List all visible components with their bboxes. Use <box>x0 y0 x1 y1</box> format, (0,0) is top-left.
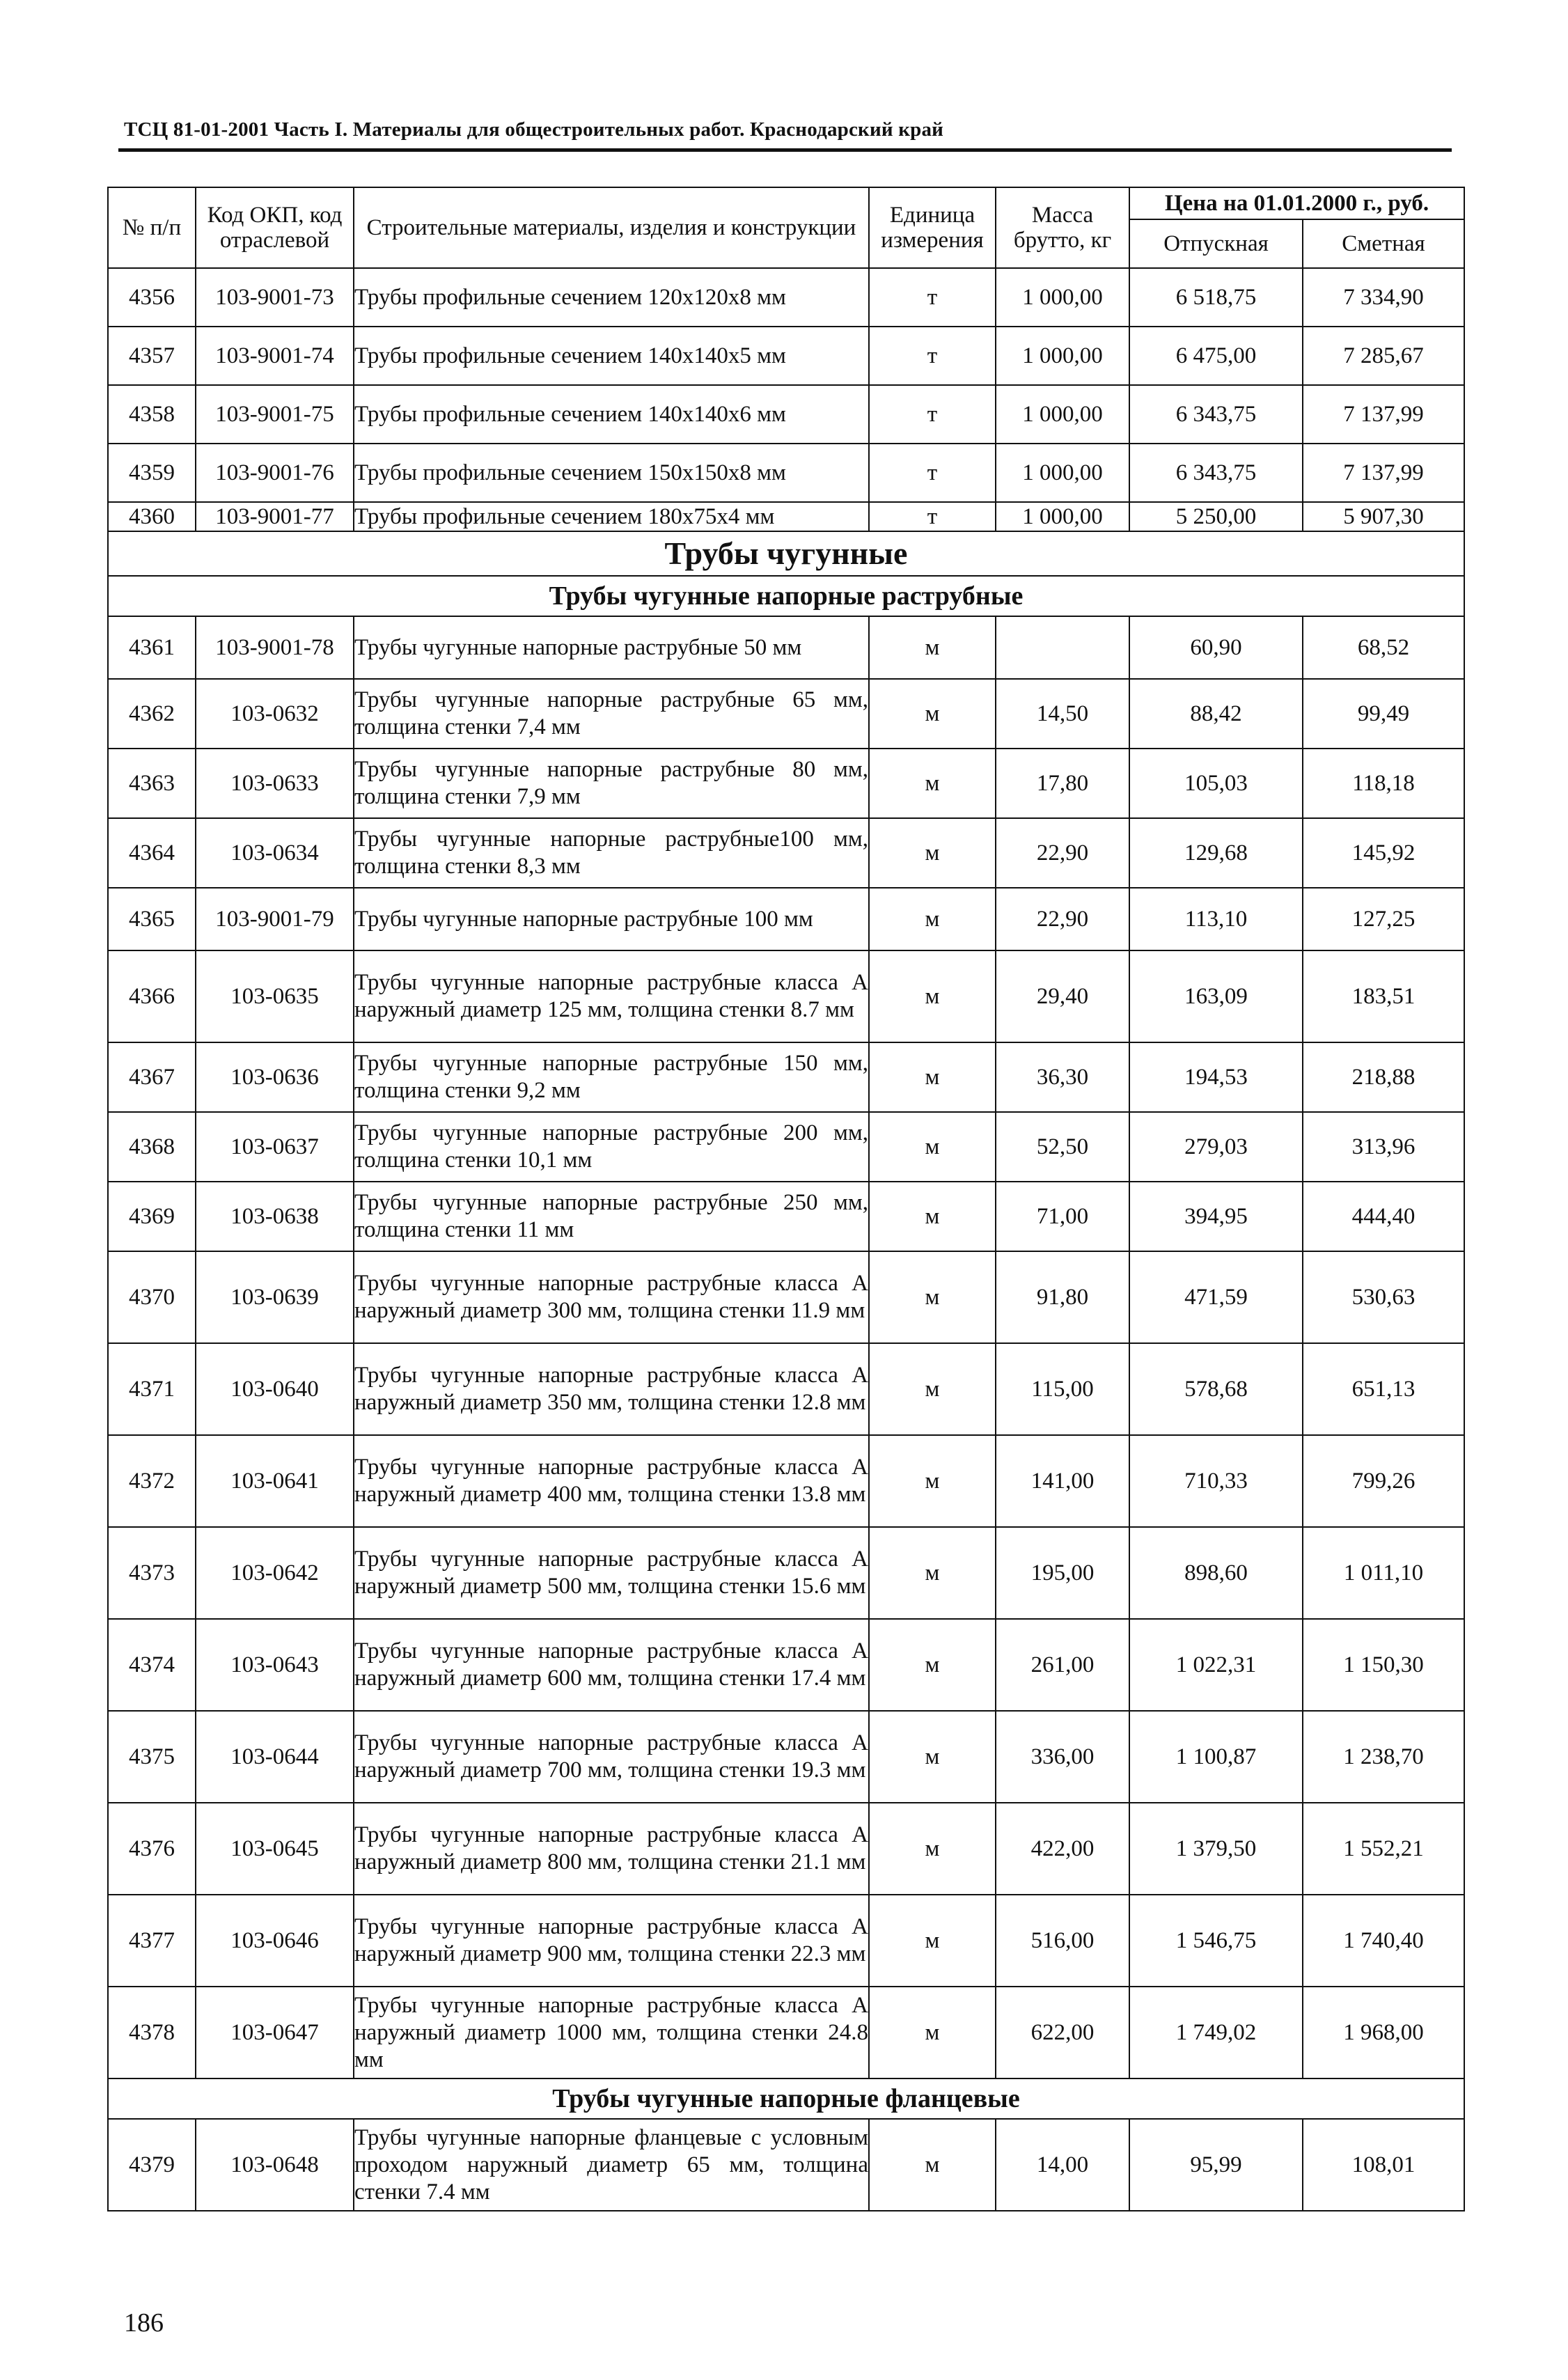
cell-mass: 91,80 <box>996 1251 1129 1343</box>
cell-num: 4379 <box>108 2119 196 2211</box>
cell-price-release: 898,60 <box>1129 1527 1303 1619</box>
cell-price-estimate: 7 137,99 <box>1303 385 1464 444</box>
page-header: ТСЦ 81-01-2001 Часть I. Материалы для общестроительных работ. Краснодарский край <box>124 118 944 141</box>
cell-price-release: 194,53 <box>1129 1042 1303 1112</box>
cell-unit: м <box>869 1711 996 1803</box>
cell-unit: м <box>869 1182 996 1251</box>
cell-code: 103-0639 <box>196 1251 354 1343</box>
cell-price-estimate: 1 150,30 <box>1303 1619 1464 1711</box>
cell-code: 103-9001-77 <box>196 502 354 531</box>
cell-code: 103-0634 <box>196 818 354 888</box>
table-row <box>108 818 1464 888</box>
cell-name: Трубы чугунные напорные раструбные 80 мм, толщина стенки 7,9 мм <box>354 749 869 818</box>
cell-code: 103-9001-76 <box>196 444 354 502</box>
cell-num: 4366 <box>108 950 196 1042</box>
cell-name: Трубы чугунные напорные раструбные класса А наружный диаметр 1000 мм, толщина стенки 24.8 мм <box>354 1987 869 2078</box>
cell-name: Трубы чугунные напорные раструбные 250 мм, толщина стенки 11 мм <box>354 1182 869 1251</box>
table-row <box>108 385 1464 444</box>
cell-price-release: 5 250,00 <box>1129 502 1303 531</box>
cell-price-estimate: 444,40 <box>1303 1182 1464 1251</box>
cell-mass: 1 000,00 <box>996 502 1129 531</box>
cell-num: 4360 <box>108 502 196 531</box>
cell-mass: 1 000,00 <box>996 444 1129 502</box>
table-row <box>108 1182 1464 1251</box>
cell-unit: м <box>869 749 996 818</box>
cell-mass: 195,00 <box>996 1527 1129 1619</box>
cell-unit: т <box>869 444 996 502</box>
cell-price-estimate: 99,49 <box>1303 679 1464 749</box>
cell-name: Трубы чугунные напорные раструбные класса А наружный диаметр 700 мм, толщина стенки 19.3 мм <box>354 1711 869 1803</box>
cell-price-estimate: 1 968,00 <box>1303 1987 1464 2078</box>
cell-unit: т <box>869 502 996 531</box>
cell-num: 4361 <box>108 616 196 679</box>
cell-price-estimate: 1 740,40 <box>1303 1895 1464 1987</box>
cell-unit: м <box>869 1803 996 1895</box>
table-row <box>108 327 1464 385</box>
cell-price-release: 6 343,75 <box>1129 385 1303 444</box>
cell-num: 4365 <box>108 888 196 950</box>
table-row <box>108 950 1464 1042</box>
cell-name: Трубы чугунные напорные раструбные класса А наружный диаметр 800 мм, толщина стенки 21.1 мм <box>354 1803 869 1895</box>
cell-price-estimate: 118,18 <box>1303 749 1464 818</box>
cell-price-release: 60,90 <box>1129 616 1303 679</box>
cell-price-estimate: 108,01 <box>1303 2119 1464 2211</box>
cell-unit: м <box>869 2119 996 2211</box>
cell-price-estimate: 68,52 <box>1303 616 1464 679</box>
table-row <box>108 2119 1464 2211</box>
cell-name: Трубы чугунные напорные раструбные 100 мм <box>354 888 869 950</box>
cell-name: Трубы чугунные напорные раструбные 150 мм, толщина стенки 9,2 мм <box>354 1042 869 1112</box>
cell-code: 103-0638 <box>196 1182 354 1251</box>
cell-unit: м <box>869 1527 996 1619</box>
cell-num: 4368 <box>108 1112 196 1182</box>
cell-mass: 1 000,00 <box>996 385 1129 444</box>
cell-price-estimate: 145,92 <box>1303 818 1464 888</box>
header-mass: Масса брутто, кг <box>996 187 1129 268</box>
cell-price-release: 105,03 <box>1129 749 1303 818</box>
header-code: Код ОКП, код отраслевой <box>196 187 354 268</box>
cell-price-estimate: 183,51 <box>1303 950 1464 1042</box>
cell-num: 4362 <box>108 679 196 749</box>
cell-price-release: 88,42 <box>1129 679 1303 749</box>
cell-name: Трубы чугунные напорные раструбные 65 мм, толщина стенки 7,4 мм <box>354 679 869 749</box>
cell-unit: м <box>869 1112 996 1182</box>
cell-price-release: 1 100,87 <box>1129 1711 1303 1803</box>
cell-code: 103-0633 <box>196 749 354 818</box>
cell-price-estimate: 530,63 <box>1303 1251 1464 1343</box>
cell-num: 4371 <box>108 1343 196 1435</box>
cell-num: 4369 <box>108 1182 196 1251</box>
cell-name: Трубы чугунные напорные раструбные класса А наружный диаметр 350 мм, толщина стенки 12.8 мм <box>354 1343 869 1435</box>
cell-price-release: 471,59 <box>1129 1251 1303 1343</box>
cell-mass: 17,80 <box>996 749 1129 818</box>
cell-mass: 115,00 <box>996 1343 1129 1435</box>
cell-name: Трубы чугунные напорные раструбные класса А наружный диаметр 300 мм, толщина стенки 11.9 мм <box>354 1251 869 1343</box>
cell-mass: 29,40 <box>996 950 1129 1042</box>
cell-name: Трубы чугунные напорные раструбные класса А наружный диаметр 125 мм, толщина стенки 8.7 мм <box>354 950 869 1042</box>
table-row <box>108 1042 1464 1112</box>
cell-price-release: 113,10 <box>1129 888 1303 950</box>
cell-price-estimate: 651,13 <box>1303 1343 1464 1435</box>
table-row <box>108 888 1464 950</box>
header-name: Строительные материалы, изделия и конструкции <box>354 187 869 268</box>
cell-num: 4375 <box>108 1711 196 1803</box>
cell-mass: 14,50 <box>996 679 1129 749</box>
cell-code: 103-0645 <box>196 1803 354 1895</box>
table-row <box>108 1527 1464 1619</box>
cell-price-release: 394,95 <box>1129 1182 1303 1251</box>
section-title: Трубы чугунные <box>108 531 1464 576</box>
page-number: 186 <box>124 2308 164 2338</box>
cell-num: 4358 <box>108 385 196 444</box>
cell-unit: м <box>869 1343 996 1435</box>
cell-name: Трубы чугунные напорные раструбные класса А наружный диаметр 400 мм, толщина стенки 13.8 мм <box>354 1435 869 1527</box>
cell-name: Трубы чугунные напорные раструбные класса А наружный диаметр 600 мм, толщина стенки 17.4 мм <box>354 1619 869 1711</box>
cell-unit: м <box>869 1987 996 2078</box>
cell-price-estimate: 1 011,10 <box>1303 1527 1464 1619</box>
cell-unit: м <box>869 888 996 950</box>
cell-mass: 516,00 <box>996 1895 1129 1987</box>
materials-table <box>107 187 1465 2211</box>
cell-price-release: 578,68 <box>1129 1343 1303 1435</box>
cell-unit: м <box>869 818 996 888</box>
cell-name: Трубы чугунные напорные раструбные 200 мм, толщина стенки 10,1 мм <box>354 1112 869 1182</box>
cell-price-estimate: 1 552,21 <box>1303 1803 1464 1895</box>
cell-num: 4370 <box>108 1251 196 1343</box>
table-row <box>108 1895 1464 1987</box>
table-row <box>108 1251 1464 1343</box>
cell-num: 4377 <box>108 1895 196 1987</box>
cell-code: 103-0640 <box>196 1343 354 1435</box>
cell-price-estimate: 313,96 <box>1303 1112 1464 1182</box>
cell-mass: 22,90 <box>996 818 1129 888</box>
cell-price-release: 6 343,75 <box>1129 444 1303 502</box>
header-rule <box>118 148 1452 152</box>
section-socket-pipes <box>108 576 1464 616</box>
cell-mass: 22,90 <box>996 888 1129 950</box>
cell-mass: 261,00 <box>996 1619 1129 1711</box>
cell-price-release: 6 518,75 <box>1129 268 1303 327</box>
cell-num: 4364 <box>108 818 196 888</box>
header-unit: Единица измерения <box>869 187 996 268</box>
cell-num: 4367 <box>108 1042 196 1112</box>
cell-price-estimate: 1 238,70 <box>1303 1711 1464 1803</box>
cell-mass: 422,00 <box>996 1803 1129 1895</box>
cell-unit: м <box>869 679 996 749</box>
cell-unit: м <box>869 1619 996 1711</box>
cell-mass: 1 000,00 <box>996 327 1129 385</box>
cell-price-release: 1 022,31 <box>1129 1619 1303 1711</box>
table-row <box>108 502 1464 531</box>
cell-code: 103-0632 <box>196 679 354 749</box>
header-price: Цена на 01.01.2000 г., руб. <box>1129 187 1464 219</box>
cell-name: Трубы профильные сечением 140х140х5 мм <box>354 327 869 385</box>
cell-mass: 141,00 <box>996 1435 1129 1527</box>
header-num: № п/п <box>108 187 196 268</box>
cell-name: Трубы профильные сечением 180х75х4 мм <box>354 502 869 531</box>
cell-price-release: 1 379,50 <box>1129 1803 1303 1895</box>
cell-unit: м <box>869 616 996 679</box>
cell-name: Трубы чугунные напорные раструбные 50 мм <box>354 616 869 679</box>
table-row <box>108 1803 1464 1895</box>
cell-mass: 52,50 <box>996 1112 1129 1182</box>
cell-name: Трубы профильные сечением 120х120х8 мм <box>354 268 869 327</box>
cell-unit: т <box>869 385 996 444</box>
cell-price-estimate: 799,26 <box>1303 1435 1464 1527</box>
table-row <box>108 1619 1464 1711</box>
cell-num: 4374 <box>108 1619 196 1711</box>
table-row <box>108 268 1464 327</box>
cell-price-release: 129,68 <box>1129 818 1303 888</box>
cell-num: 4378 <box>108 1987 196 2078</box>
cell-num: 4363 <box>108 749 196 818</box>
header-price-release: Отпускная <box>1129 219 1303 268</box>
table-row <box>108 749 1464 818</box>
cell-price-estimate: 127,25 <box>1303 888 1464 950</box>
cell-code: 103-9001-78 <box>196 616 354 679</box>
header-price-estimate: Сметная <box>1303 219 1464 268</box>
cell-mass: 71,00 <box>996 1182 1129 1251</box>
cell-code: 103-0646 <box>196 1895 354 1987</box>
cell-unit: м <box>869 1042 996 1112</box>
cell-num: 4359 <box>108 444 196 502</box>
table-row <box>108 616 1464 679</box>
section-subtitle: Трубы чугунные напорные фланцевые <box>108 2078 1464 2119</box>
cell-code: 103-0644 <box>196 1711 354 1803</box>
cell-code: 103-0641 <box>196 1435 354 1527</box>
cell-name: Трубы чугунные напорные раструбные класса А наружный диаметр 500 мм, толщина стенки 15.6 мм <box>354 1527 869 1619</box>
cell-name: Трубы профильные сечением 150х150х8 мм <box>354 444 869 502</box>
cell-unit: т <box>869 268 996 327</box>
cell-price-release: 6 475,00 <box>1129 327 1303 385</box>
section-cast-iron-pipes <box>108 531 1464 576</box>
cell-unit: м <box>869 1251 996 1343</box>
section-flange-pipes <box>108 2078 1464 2119</box>
cell-price-release: 95,99 <box>1129 2119 1303 2211</box>
cell-code: 103-0648 <box>196 2119 354 2211</box>
cell-mass: 1 000,00 <box>996 268 1129 327</box>
table-row <box>108 1987 1464 2078</box>
cell-unit: м <box>869 1895 996 1987</box>
table-row <box>108 1711 1464 1803</box>
cell-price-release: 279,03 <box>1129 1112 1303 1182</box>
cell-name: Трубы чугунные напорные раструбные класса А наружный диаметр 900 мм, толщина стенки 22.3 мм <box>354 1895 869 1987</box>
cell-name: Трубы чугунные напорные раструбные100 мм, толщина стенки 8,3 мм <box>354 818 869 888</box>
cell-price-release: 163,09 <box>1129 950 1303 1042</box>
cell-code: 103-0647 <box>196 1987 354 2078</box>
cell-code: 103-0637 <box>196 1112 354 1182</box>
cell-price-estimate: 7 285,67 <box>1303 327 1464 385</box>
cell-price-estimate: 7 334,90 <box>1303 268 1464 327</box>
table-row <box>108 679 1464 749</box>
cell-unit: м <box>869 1435 996 1527</box>
cell-code: 103-0635 <box>196 950 354 1042</box>
cell-price-estimate: 7 137,99 <box>1303 444 1464 502</box>
cell-name: Трубы профильные сечением 140х140х6 мм <box>354 385 869 444</box>
cell-mass: 622,00 <box>996 1987 1129 2078</box>
cell-code: 103-0642 <box>196 1527 354 1619</box>
cell-name: Трубы чугунные напорные фланцевые с условным проходом наружный диаметр 65 мм, толщина стенки 7.4 мм <box>354 2119 869 2211</box>
cell-price-release: 710,33 <box>1129 1435 1303 1527</box>
table-row <box>108 1435 1464 1527</box>
cell-mass: 336,00 <box>996 1711 1129 1803</box>
cell-code: 103-9001-74 <box>196 327 354 385</box>
cell-num: 4373 <box>108 1527 196 1619</box>
cell-num: 4376 <box>108 1803 196 1895</box>
cell-unit: т <box>869 327 996 385</box>
cell-num: 4357 <box>108 327 196 385</box>
cell-mass: 14,00 <box>996 2119 1129 2211</box>
cell-code: 103-9001-73 <box>196 268 354 327</box>
cell-price-estimate: 5 907,30 <box>1303 502 1464 531</box>
section-subtitle: Трубы чугунные напорные раструбные <box>108 576 1464 616</box>
cell-price-estimate: 218,88 <box>1303 1042 1464 1112</box>
table-row <box>108 444 1464 502</box>
cell-price-release: 1 546,75 <box>1129 1895 1303 1987</box>
cell-num: 4372 <box>108 1435 196 1527</box>
table-row <box>108 1112 1464 1182</box>
cell-code: 103-9001-79 <box>196 888 354 950</box>
cell-code: 103-0643 <box>196 1619 354 1711</box>
cell-price-release: 1 749,02 <box>1129 1987 1303 2078</box>
cell-code: 103-0636 <box>196 1042 354 1112</box>
cell-unit: м <box>869 950 996 1042</box>
cell-mass <box>996 616 1129 679</box>
cell-code: 103-9001-75 <box>196 385 354 444</box>
table-row <box>108 1343 1464 1435</box>
cell-mass: 36,30 <box>996 1042 1129 1112</box>
cell-num: 4356 <box>108 268 196 327</box>
